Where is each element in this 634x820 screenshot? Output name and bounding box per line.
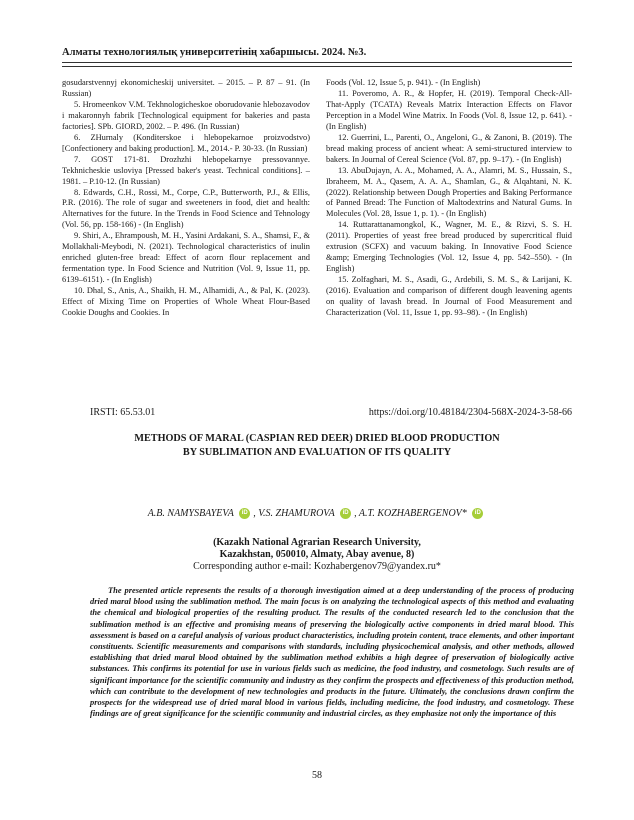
abstract-text: The presented article represents the results of a thorough investigation aimed at a deep understanding of the process of producing dried maral blood using the sublimation method. The main focus is on analyzing the technological aspects of this method and evaluating the chemical and biological properties of the resulting product. The results of the conducted research led to the conclusion that the sublimation method is an effective and promising means of preserving the biologically active components in dried maral blood. This assessment is based on a careful analysis of various product characteristics, including protein content, trace elements, and other important constituents. Scientific measurements and comparisons with standards, including physicochemical analysis, and other methods, allowed establishing that dried maral blood obtained by the sublimation method exhibits a high degree of preservation of biologically active substances. This confirms its potential for use in various fields such as medicine, the food industry, and cosmetology. Such results are of significant importance for the scientific community and industry as they confirm the prospects and effectiveness of this production method, which can contribute to the development of new technologies and products in the future. Ultimately, the conclusions drawn confirm the prospects for the widespread use of dried maral blood in various fields, including medicine, the food industry, and cosmetology. These findings are of great significance for the scientific community and industrial circles, as they emphasize not only the importance of this xyxy=(90,585,574,719)
reference-item: 9. Shiri, A., Ehrampoush, M. H., Yasini Ardakani, S. A., Shamsi, F., & Mollakhali-Meybodi, N. (2021). Technological characteristics of inulin enriched gluten-free bread: Effect of acorn flour replacement and fermentation type. In Food Science and Nutrition (Vol. 9, Issue 11, pp. 6139–6151). - (In English) xyxy=(62,231,310,285)
irsti-code: IRSTI: 65.53.01 xyxy=(90,407,156,418)
journal-header: Алматы технологиялық университетінің хабаршысы. 2024. №3. xyxy=(62,47,367,58)
author-name: A.T. KOZHABERGENOV* xyxy=(358,508,467,519)
reference-item: 7. GOST 171-81. Drozhzhi hlebopekarnye pressovannye. Tekhnicheskie usloviya [Pressed baker's yeast. Technical conditions]. – 1981. – P.10-12. (In Russian) xyxy=(62,154,310,186)
references-right-column xyxy=(326,78,572,319)
article-title xyxy=(62,432,572,459)
header-divider xyxy=(62,62,572,63)
article-title-line: BY SUBLIMATION AND EVALUATION OF ITS QUALITY xyxy=(182,446,452,458)
reference-item: gosudarstvennyj ekonomicheskij universitet. – 2015. – P. 87 – 91. (In Russian) xyxy=(62,78,310,98)
page-number: 58 xyxy=(312,770,322,781)
doi-link[interactable]: https://doi.org/10.48184/2304-568X-2024-3-58-66 xyxy=(368,407,572,418)
corresponding-author: Corresponding author e-mail: Kozhabergenov79@yandex.ru* xyxy=(193,561,441,572)
article-title-line: METHODS OF MARAL (CASPIAN RED DEER) DRIED BLOOD PRODUCTION xyxy=(134,433,500,444)
reference-item: 5. Hromeenkov V.M. Tekhnologicheskoe oborudovanie hlebozavodov i makaronnyh fabrik [Technological equipment for bakeries and pasta factories]. SPb. GIORD, 2002. – P. 496. (In Russian) xyxy=(62,99,310,131)
author-separator: , xyxy=(354,508,357,519)
orcid-icon[interactable]: iD xyxy=(239,508,250,519)
reference-item: 15. Zolfaghari, M. S., Asadi, G., Ardebili, S. M. S., & Larijani, K. (2016). Evaluation and comparison of different dough leavening agents on quality of lavash bread. In Journal of Food Measurement and Characterization (Vol. 11, Issue 1, pp. 93–98). - (In English) xyxy=(326,275,572,318)
reference-item: 11. Poveromo, A. R., & Hopfer, H. (2019). Temporal Check-All-That-Apply (TCATA) Reveals Matrix Interaction Effects on Flavor Perception in a Model Wine Matrix. In Foods (Vol. 8, Issue 12, p. 641). - (In English) xyxy=(326,88,572,131)
reference-item: 8. Edwards, C.H., Rossi, M., Corpe, C.P., Butterworth, P.J., & Ellis, P.R. (2016). The role of sugar and sweeteners in food, diet and health: Alternatives for the future. In the Trends in Food Science and Tehnology (Vol. 56, pp. 158-166) - (In English) xyxy=(62,187,310,230)
affiliation-line: Kazakhstan, 050010, Almaty, Abay avenue, 8) xyxy=(219,549,415,560)
reference-item: 12. Guerrini, L., Parenti, O., Angeloni, G., & Zanoni, B. (2019). The bread making process of ancient wheat: A semi-structured interview to bakers. In Journal of Cereal Science (Vol. 87, pp. 9–17). - (In English) xyxy=(326,132,572,164)
author-separator: , xyxy=(253,508,256,519)
reference-item: 6. ZHurnaly (Konditerskoe i hlebopekarnoe proizvodstvo) [Confectionery and baking production]. M., 2014.- P. 30-33. (In Russian) xyxy=(62,132,310,153)
orcid-icon[interactable]: iD xyxy=(340,508,351,519)
orcid-icon[interactable]: iD xyxy=(472,508,483,519)
reference-item: Foods (Vol. 12, Issue 5, p. 941). - (In English) xyxy=(326,78,481,87)
references-left-column xyxy=(62,78,310,319)
affiliation-line: (Kazakh National Agrarian Research University, xyxy=(213,537,421,548)
author-name: V.S. ZHAMUROVA xyxy=(258,508,335,519)
reference-item: 14. Ruttarattanamongkol, K., Wagner, M. E., & Rizvi, S. S. H. (2011). Properties of yeast free bread produced by supercritical fluid extrusion (SCFX) and vacuum baking. In Innovative Food Science &amp; Emerging Technologies (Vol. 12, Issue 4, pp. 542–550). - (In English) xyxy=(326,220,572,274)
reference-item: 13. AbuDujayn, A. A., Mohamed, A. A., Alamri, M. S., Hussain, S., Ibraheem, M. A., Qasem, A. A. A., Shamlan, G., & Alqahtani, N. K. (2022). Relationship between Dough Properties and Baking Performance of Panned Bread: The Function of Maltodextrins and Natural Gums. In Molecules (Vol. 28, Issue 1, p. 1). - (In English) xyxy=(326,165,572,219)
affiliation-block xyxy=(62,537,572,573)
author-list xyxy=(62,508,572,519)
reference-item: 10. Dhal, S., Anis, A., Shaikh, H. M., Alhamidi, A., & Pal, K. (2023). Effect of Mixing Time on Properties of Whole Wheat Flour-Based Cookie Doughs and Cookies. In xyxy=(62,286,310,318)
header-divider-thin xyxy=(62,66,572,67)
author-name: A.B. NAMYSBAYEVA xyxy=(147,508,234,519)
